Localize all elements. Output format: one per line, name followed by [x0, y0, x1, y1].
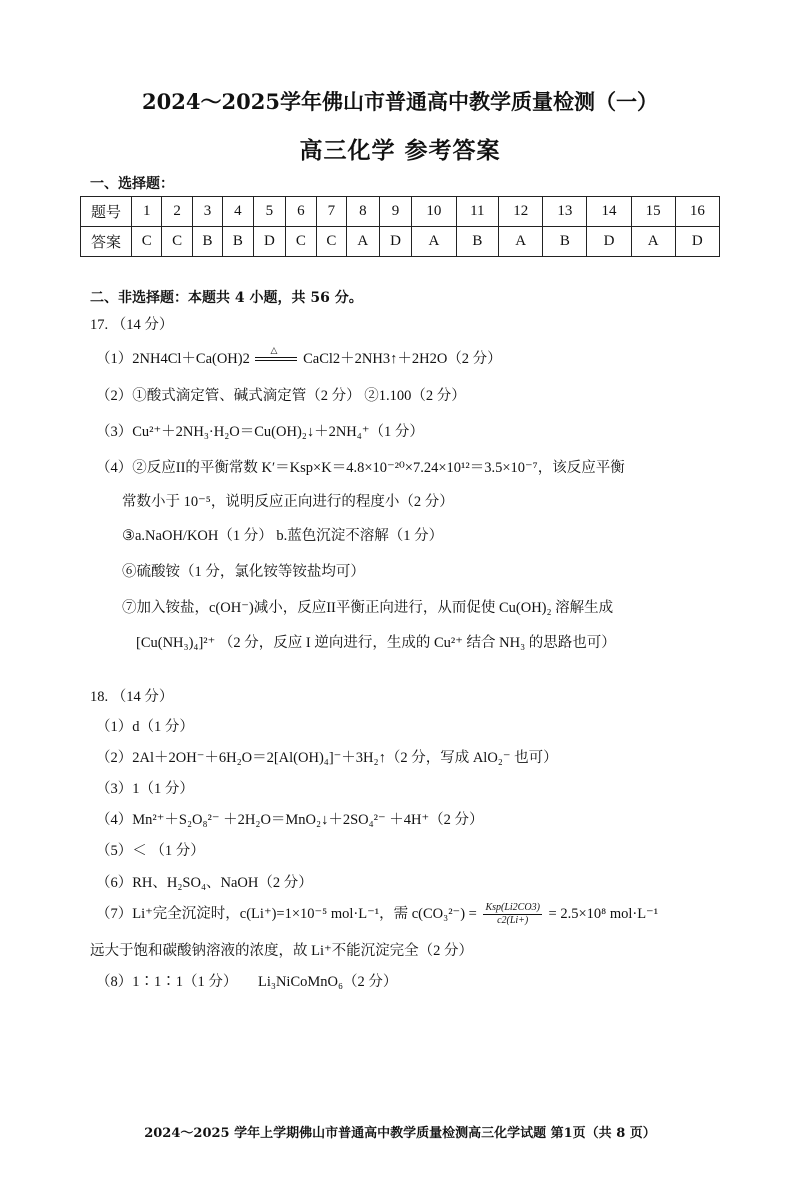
- section1-heading: 一、选择题：: [90, 176, 174, 192]
- q17-part4-line5: ⑦加入铵盐，c(OH⁻)减小，反应II平衡正向进行，从而促使 Cu(OH)₂ 溶解生成: [122, 600, 614, 616]
- q-number: 16: [675, 197, 719, 227]
- fraction-numerator: Ksp(Li2CO3): [485, 902, 540, 914]
- q17-part4-line3: ③a.NaOH/KOH（1 分） b.蓝色沉淀不溶解（1 分）: [122, 528, 444, 544]
- q18-part7-line2: 远大于饱和碳酸钠溶液的浓度，故 Li⁺不能沉淀完全（2 分）: [90, 943, 474, 959]
- q18-part7: [96, 902, 658, 927]
- q18-heading: 18. （14 分）: [90, 689, 174, 705]
- answer-cell: C: [316, 227, 346, 257]
- q18-part1: （1）d（1 分）: [96, 719, 194, 735]
- q17-part3: （3）Cu²⁺＋2NH₃·H₂O＝Cu(OH)₂↓＋2NH₄⁺（1 分）: [96, 424, 424, 440]
- answer-cell: B: [223, 227, 253, 257]
- q17-part1-label: （1）: [96, 351, 133, 367]
- q18-part4: （4）Mn²⁺＋S₂O₈²⁻ ＋2H₂O＝MnO₂↓＋2SO₄²⁻ ＋4H⁺（2 分）: [96, 812, 484, 828]
- q17-part1-score: （2 分）: [447, 351, 502, 367]
- q-number: 7: [316, 197, 346, 227]
- q-number: 11: [456, 197, 499, 227]
- answer-cell: D: [587, 227, 631, 257]
- answer-cell: C: [162, 227, 192, 257]
- q17-part4-line6: [Cu(NH₃)₄]²⁺ （2 分，反应 I 逆向进行，生成的 Cu²⁺ 结合 NH₃ 的思路也可）: [136, 635, 616, 651]
- row-label: 题号: [81, 197, 132, 227]
- heat-equals-sign: [253, 344, 299, 366]
- q18-part6: （6）RH、H₂SO₄、NaOH（2 分）: [96, 875, 313, 891]
- q-number: 1: [132, 197, 162, 227]
- q18-part2: （2）2Al＋2OH⁻＋6H₂O＝2[Al(OH)₄]⁻＋3H₂↑（2 分，写成 AlO₂⁻ 也可）: [96, 750, 558, 766]
- page-subtitle: 高三化学 参考答案: [299, 137, 501, 164]
- q-number: 12: [499, 197, 543, 227]
- answer-cell: C: [132, 227, 162, 257]
- q-number: 4: [223, 197, 253, 227]
- answer-cell: A: [412, 227, 456, 257]
- row-label: 答案: [81, 227, 132, 257]
- q17-part4-line2: 常数小于 10⁻⁵，说明反应正向进行的程度小（2 分）: [122, 494, 454, 510]
- answer-cell: B: [543, 227, 587, 257]
- answer-cell: D: [675, 227, 719, 257]
- q-number: 9: [379, 197, 412, 227]
- q18-part8b: Li₃NiCoMnO₆（2 分）: [258, 974, 398, 990]
- q17-heading: 17. （14 分）: [90, 317, 174, 333]
- answer-cell: A: [347, 227, 380, 257]
- page-title: 2024～2025学年佛山市普通高中教学质量检测（一）: [142, 89, 658, 114]
- q18-part7-prefix: （7）Li⁺完全沉淀时，c(Li⁺)=1×10⁻⁵ mol·L⁻¹，需 c(CO₃²⁻) =: [96, 906, 477, 922]
- q17-part4-line4: ⑥硫酸铵（1 分，氯化铵等铵盐均可）: [122, 564, 365, 580]
- q17-part4-line1: （4）②反应II的平衡常数 K′＝Ksp×K＝4.8×10⁻²⁰×7.24×10¹²＝3.5×10⁻⁷，该反应平衡: [96, 460, 625, 476]
- q18-part7-suffix: = 2.5×10⁸ mol·L⁻¹: [548, 906, 659, 922]
- q-number: 5: [253, 197, 286, 227]
- q-number: 10: [412, 197, 456, 227]
- q-number: 8: [347, 197, 380, 227]
- section2-heading: 二、非选择题：本题共 4 小题，共 56 分。: [90, 290, 363, 306]
- answer-cell: A: [631, 227, 675, 257]
- q17-part1-products: CaCl2＋2NH3↑＋2H2O: [303, 351, 448, 367]
- q-number: 3: [192, 197, 222, 227]
- answer-table: [80, 196, 720, 257]
- answer-cell: D: [379, 227, 412, 257]
- answer-cell: A: [499, 227, 543, 257]
- page-footer: 2024～2025 学年上学期佛山市普通高中教学质量检测高三化学试题 第1页（共 8 页）: [144, 1126, 656, 1141]
- q-number: 6: [286, 197, 316, 227]
- table-row-answers: [81, 227, 720, 257]
- q-number: 13: [543, 197, 587, 227]
- fraction-denominator: c2(Li+): [497, 915, 529, 927]
- heat-condition: △: [270, 344, 278, 355]
- q-number: 14: [587, 197, 631, 227]
- answer-cell: B: [192, 227, 222, 257]
- ksp-fraction: [483, 902, 541, 927]
- table-row-numbers: [81, 197, 720, 227]
- q17-part2: （2）①酸式滴定管、碱式滴定管（2 分） ②1.100（2 分）: [96, 388, 466, 404]
- q18-part5: （5）＜ （1 分）: [96, 843, 205, 859]
- q-number: 15: [631, 197, 675, 227]
- q18-part8a: （8）1∶1∶1（1 分）: [96, 974, 238, 990]
- q18-part3: （3）1（1 分）: [96, 781, 194, 797]
- q17-part1: [96, 344, 502, 368]
- answer-cell: D: [253, 227, 286, 257]
- q-number: 2: [162, 197, 192, 227]
- q17-part1-reactants: 2NH4Cl＋Ca(OH)2: [132, 351, 250, 367]
- answer-cell: B: [456, 227, 499, 257]
- answer-cell: C: [286, 227, 316, 257]
